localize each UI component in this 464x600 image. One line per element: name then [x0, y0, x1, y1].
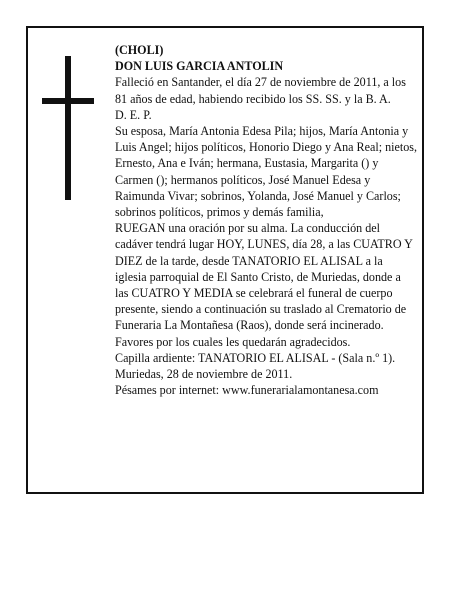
- death-statement: Falleció en Santander, el día 27 de noviembre de 2011, a los 81 años de edad, habiendo recibido los SS. SS. y la B. A.: [115, 75, 406, 106]
- deceased-nickname: (CHOLI): [115, 43, 164, 57]
- rest-in-peace: D. E. P.: [115, 107, 152, 122]
- cross-horizontal-bar: [42, 98, 94, 104]
- online-condolences: Pésames por internet: www.funerarialamontanesa.com: [115, 383, 379, 398]
- family-list: Su esposa, María Antonia Edesa Pila; hijos, María Antonia y Luis Angel; hijos políticos, Honorio Diego y Ana Real; nietos, Ernesto, Ana e Iván; hermana, Eustasia, Margarita () y Carmen (); hermanos políticos, José Manuel Edesa y Raimunda Vivar; sobrinos, Yolanda, José Manuel y Carlos; sobrinos políticos, primos y demás familia,: [115, 124, 417, 220]
- obituary-notice: [26, 26, 424, 494]
- obituary-text: [115, 42, 417, 398]
- chapel-info: Capilla ardiente: TANATORIO EL ALISAL - (Sala n.º 1).: [115, 350, 396, 365]
- place-date: Muriedas, 28 de noviembre de 2011.: [115, 367, 293, 382]
- deceased-name: DON LUIS GARCIA ANTOLIN: [115, 59, 284, 74]
- cross-icon: [42, 56, 94, 200]
- cross-vertical-bar: [65, 56, 71, 200]
- prayer-request: RUEGAN una oración por su alma. La conducción del cadáver tendrá lugar HOY, LUNES, día 28, a las CUATRO Y DIEZ de la tarde, desde TANATORIO EL ALISAL a la iglesia parroquial de El Santo Cristo, de Muriedas, donde a las CUATRO Y MEDIA se celebrará el funeral de cuerpo presente, siendo a continuación su traslado al Crematorio de Funeraria La Montañesa (Raos), donde será incinerado. Favores por los cuales les quedarán agradecidos.: [115, 221, 413, 349]
